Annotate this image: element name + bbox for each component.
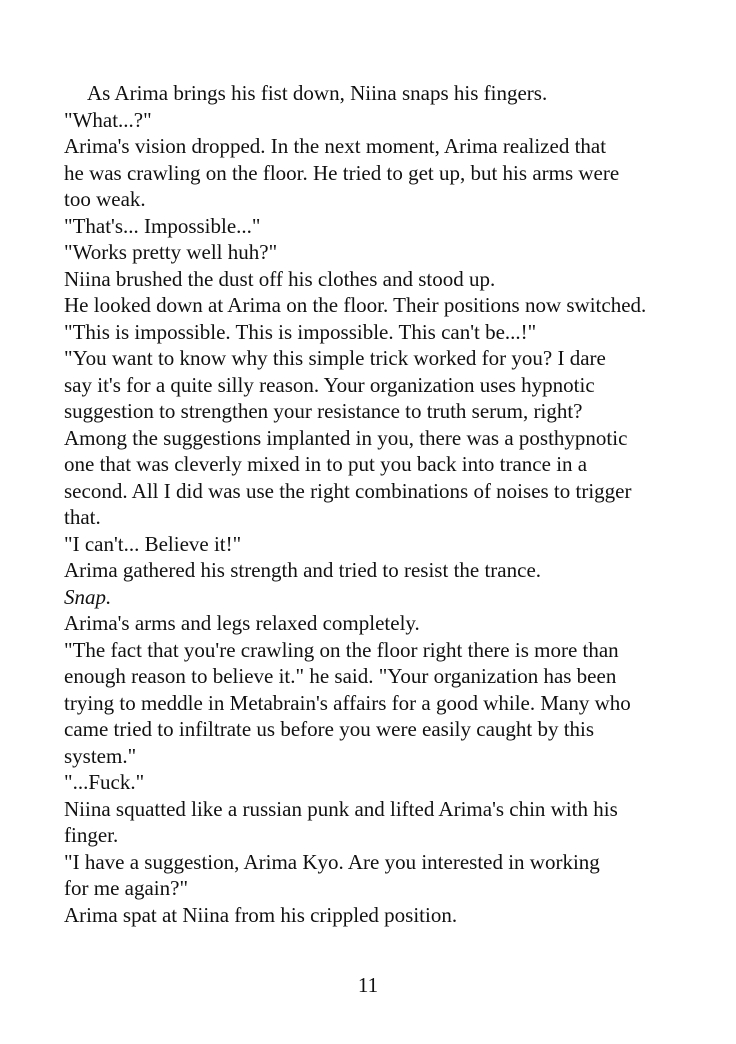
text-line: "I can't... Believe it!" (64, 531, 242, 556)
text-line: for me again?" (64, 876, 189, 900)
body-text (64, 80, 684, 928)
text-line: Niina brushed the dust off his clothes and stood up. (64, 266, 496, 291)
text-line: came tried to infiltrate us before you were easily caught by this (64, 717, 595, 741)
text-line: "The fact that you're crawling on the floor right there is more than (64, 637, 619, 662)
text-line: "This is impossible. This is impossible. This can't be...!" (64, 319, 537, 344)
text-line-italic: Snap. (64, 584, 112, 609)
text-line: that. (64, 505, 101, 529)
text-line: As Arima brings his fist down, Niina snaps his fingers. (87, 81, 548, 105)
text-line: one that was cleverly mixed in to put you back into trance in a (64, 452, 588, 476)
text-line: "You want to know why this simple trick worked for you? I dare (64, 346, 606, 370)
text-line: Among the suggestions implanted in you, there was a posthypnotic (64, 425, 628, 450)
page-number: 11 (357, 973, 379, 997)
text-line: system." (64, 743, 137, 768)
text-line: trying to meddle in Metabrain's affairs for a good while. Many who (64, 690, 631, 715)
text-line: "...Fuck." (64, 770, 145, 794)
text-line: Arima spat at Niina from his crippled position. (64, 902, 458, 927)
text-line: He looked down at Arima on the floor. Their positions now switched. (64, 293, 647, 317)
text-line: Arima gathered his strength and tried to resist the trance. (64, 558, 542, 582)
text-line: enough reason to believe it." he said. "Your organization has been (64, 664, 617, 688)
text-line: Arima's arms and legs relaxed completely. (64, 611, 420, 635)
text-line: "That's... Impossible..." (64, 213, 261, 238)
text-line: suggestion to strengthen your resistance to truth serum, right? (64, 399, 583, 423)
text-line: Arima's vision dropped. In the next moment, Arima realized that (64, 134, 607, 158)
text-line: he was crawling on the floor. He tried to get up, but his arms were (64, 160, 620, 185)
text-line: second. All I did was use the right combinations of noises to trigger (64, 478, 632, 503)
text-line: say it's for a quite silly reason. Your organization uses hypnotic (64, 372, 595, 397)
text-line: Niina squatted like a russian punk and lifted Arima's chin with his (64, 796, 618, 821)
text-line: too weak. (64, 187, 146, 211)
text-line: "Works pretty well huh?" (64, 240, 278, 264)
text-line: "I have a suggestion, Arima Kyo. Are you interested in working (64, 849, 600, 874)
text-line: "What...?" (64, 107, 152, 132)
text-line: finger. (64, 823, 119, 847)
